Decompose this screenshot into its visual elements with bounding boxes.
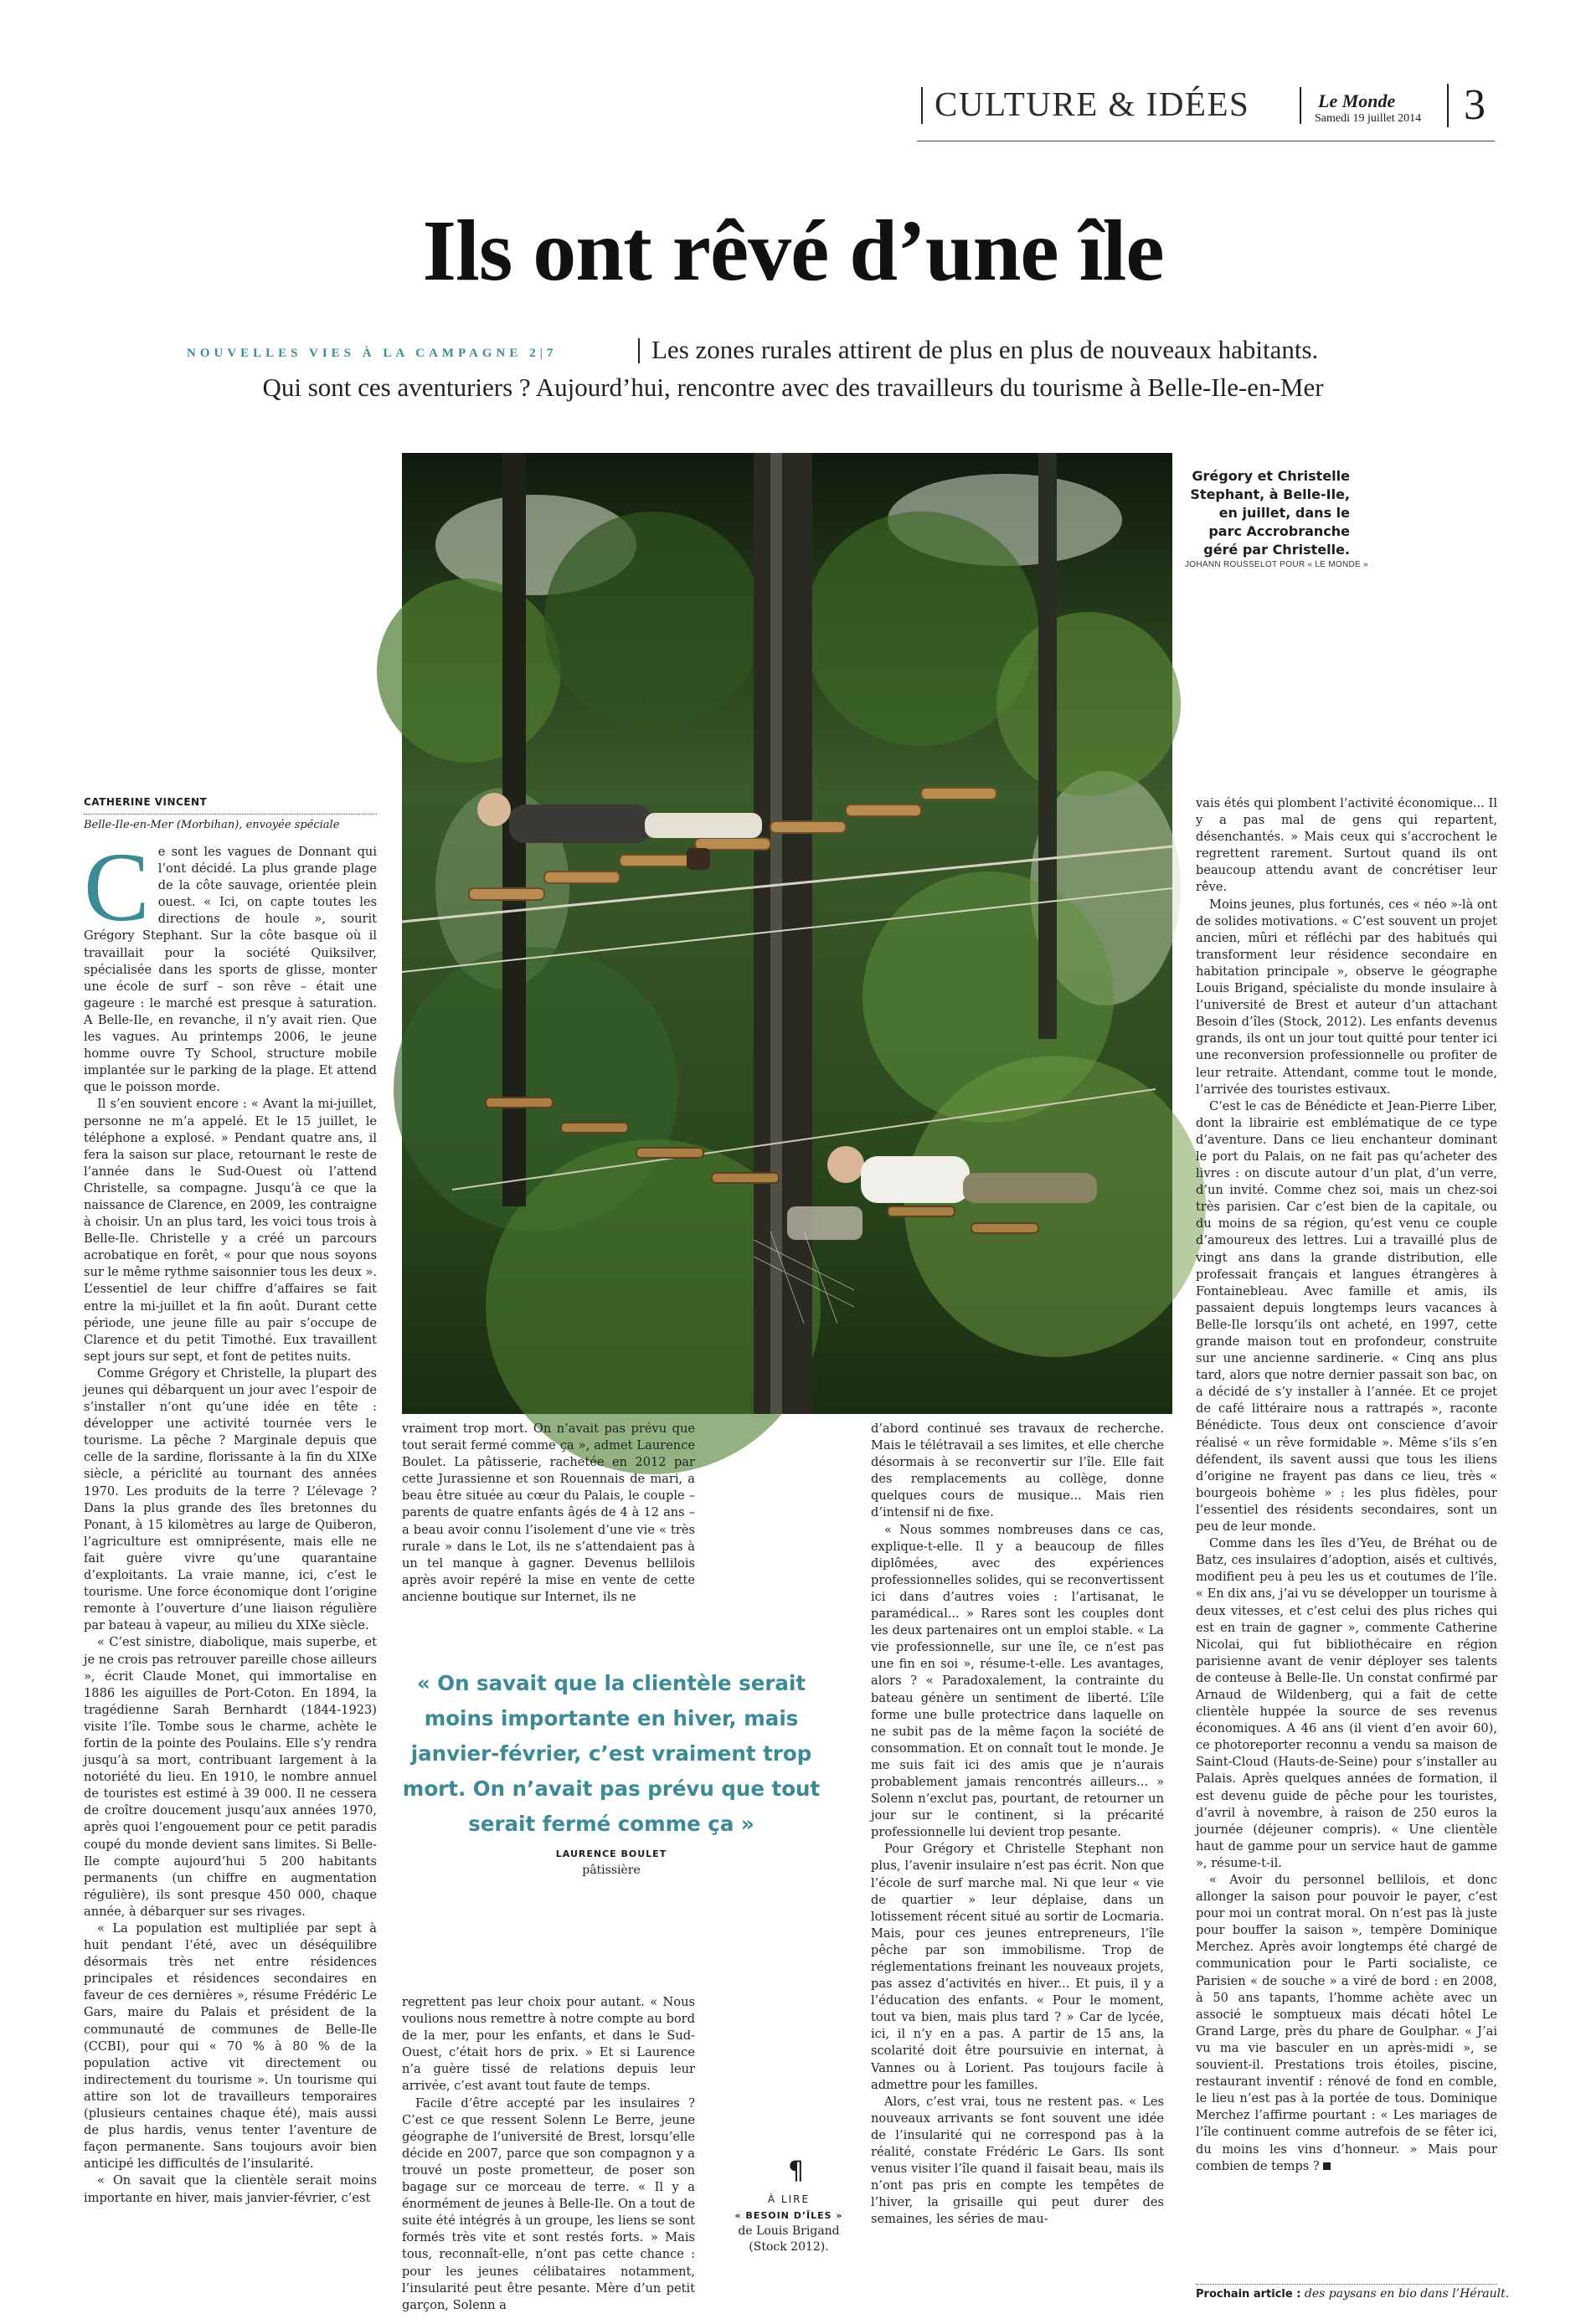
column-4	[1196, 795, 1497, 2284]
newspaper-logo: Le Monde	[1318, 90, 1396, 111]
a-lire-author: de Louis Brigand	[738, 2224, 840, 2238]
paragraph: vraiment trop mort. On n’avait pas prévu que tout serait fermé comme ça », admet Laurence Boulet. La pâtisserie, rachetée en 2012 par cette Jurassienne et son Rouennais de mari, a beau être située au cœur du Palais, le couple – parents de quatre enfants âgés de 4 à 12 ans – a beau avoir connu l’isolement d’une vie « très rurale » dans le Lot, ils ne s’attendaient pas à un tel manque à gagner. Devenus bellilois après avoir repéré la mise en vente de cette ancienne boutique sur Internet, ils ne	[402, 1422, 695, 1604]
next-article	[1196, 2287, 1509, 2301]
a-lire-label: À LIRE	[767, 2193, 811, 2205]
pull-quote-author: LAURENCE BOULET	[555, 1848, 667, 1859]
paragraph: Facile d’être accepté par les insulaires ? C’est ce que ressent Solenn Le Berre, jeune géographe de l’université de Brest, lorsqu’elle décide en 2007, parce que son compagnon y a trouvé un poste prometteur, de poser son bagage sur ce morceau de terre. « Il y a énormément de jeunes à Belle-Ile. On a tout de suite été intégrés à un groupe, les liens se sont formés très vite et sont restés forts. » Mais tous, reconnaît-elle, n’ont pas cette chance : pour les jeunes célibataires notamment, l’insularité peut être pesante. Mère d’un petit garçon, Solenn a	[402, 2095, 695, 2312]
forest-photo-illustration	[402, 453, 1172, 1414]
byline-rule	[84, 814, 377, 815]
end-mark-icon	[1323, 2162, 1331, 2170]
pull-quote: « On savait que la clientèle serait moins importante en hiver, mais janvier-février, c’est vraiment trop mort. On n’avait pas prévu que tout serait fermé comme ça »	[402, 1671, 821, 1836]
paragraph: « La population est multipliée par sept à huit pendant l’été, avec un déséquilibre désormais très net entre résidences principales et résidences secondaires en faveur de ces dernières », résume Frédéric Le Gars, maire du Palais et président de la communauté de communes de Belle-Ile (CCBI), pour qui « 70 % à 80 % de la population active vit directement ou indirectement du tourisme ». Un tourisme qui attire son lot de travailleurs temporaires (plusieurs centaines chaque été), mais aussi de plus hardis, venus tenter l’aventure de façon permanente. Sans toujours avoir bien anticipé les difficultés de l’insularité.	[84, 1921, 377, 2172]
paragraph: C’est le cas de Bénédicte et Jean-Pierre Liber, dont la librairie est emblématique de ce type d’aventure. Dans ce lieu enchanteur dominant le port du Palais, on ne fait pas qu’acheter des livres : on discute autour d’un plat, d’un verre, d’un invité. Comme chez soi, mais un chez-soi très parisien. Car c’est bien de la capitale, ou du moins de sa région, qu’est venu ce couple d’amoureux des lettres. Lui a travaillé plus de vingt ans dans la grande distribution, elle professait français et langues étrangères à Fontainebleau. Avec famille et amis, ils passaient depuis longtemps leurs vacances à Belle-Ile lorsqu’ils ont acheté, en 1997, cette grande maison tout en profondeur, construite sur une ancienne sardinerie. « Cinq ans plus tard, alors que notre dernier passait son bac, on a décidé de s’y installer à l’année. Et ce projet de café littéraire nous a rattrapés », raconte Bénédicte. Tous deux ont conscience d’avoir réalisé « un rêve formidable ». Même s’ils s’en défendent, ils savent aussi que tous les iliens d’origine ne frayent pas dans ce lieu, très « bourgeois bohème » : les plus fidèles, pour l’essentiel des résidents secondaires, sont un peu de leur monde.	[1196, 1098, 1497, 1535]
paragraph: vais étés qui plombent l’activité économique... Il y a pas mal de gens qui repartent, désenchantés. » Mais ceux qui s’accrochent le regrettent rarement. Surtout quand ils ont beaucoup attendu avant de concrétiser leur rêve.	[1196, 796, 1497, 895]
byline: CATHERINE VINCENT	[84, 796, 208, 808]
column-3	[871, 1421, 1164, 2283]
pull-quote-role: pâtissière	[582, 1864, 641, 1877]
column-2-bottom	[402, 1994, 695, 2312]
issue-date: Samedi 19 juillet 2014	[1315, 112, 1422, 125]
next-article-rule	[1196, 2284, 1497, 2285]
header-bar-right	[1447, 84, 1449, 127]
paragraph	[1196, 1872, 1497, 2175]
paragraph	[84, 832, 377, 1096]
paragraph: d’abord continué ses travaux de recherche. Mais le télétravail a ses limites, et elle cherche désormais à se reconvertir sur l’île. Elle fait des remplacements au collège, donne quelques cours de musique... Mais rien d’intensif ni de fixe.	[871, 1422, 1164, 1520]
section-title: CULTURE & IDÉES	[935, 85, 1250, 123]
paragraph: Comme dans les îles d’Yeu, de Bréhat ou de Batz, ces insulaires d’adoption, aisés et cultivés, modifient peu à peu les us et coutumes de l’île. « En dix ans, j’ai vu se développer un tourisme à deux vitesses, et c’est celui des plus riches qui est en train de gagner », commente Catherine Nicolai, qui fut bibliothécaire en région parisienne avant de venir déployer ses talents de conteuse à Belle-Ile. Un constat confirmé par Arnaud de Wildenberg, qui a fait de cette clientèle huppée la source de ses revenus économiques. A 46 ans (il vient d’en avoir 60), ce photoreporter reconnu a vendu sa maison de Saint-Cloud (Hauts-de-Seine) pour s’installer au Palais. Après quelques années de formation, il est devenu guide de pêche pour les touristes, d’avril à novembre, à raison de 250 euros la journée (déjeuner compris). « Une clientèle haut de gamme pour un service haut de gamme », résume-t-il.	[1196, 1536, 1497, 1870]
next-article-text: des paysans en bio dans l’Hérault.	[1304, 2287, 1510, 2301]
column-2-top	[402, 1421, 695, 1643]
paragraph: Comme Grégory et Christelle, la plupart des jeunes qui débarquent un jour avec l’espoir de s’installer n’ont qu’une idée en tête : développer une activité tournée vers le tourisme. La pêche ? Marginale depuis que celle de la sardine, florissante à la fin du XIXe siècle, a périclité au tournant des années 1970. Les produits de la terre ? L’élevage ? Dans la plus grande des îles bretonnes du Ponant, à 15 kilomètres au large de Quiberon, l’agriculture est omniprésente, mais elle ne fait guère vivre qu’une quarantaine d’exploitants. La vraie manne, ici, c’est le tourisme. Une force économique dont l’origine remonte à l’ouverture d’une liaison régulière par bateau à vapeur, au milieu du XIXe siècle.	[84, 1365, 377, 1633]
a-lire-publisher: (Stock 2012).	[749, 2240, 829, 2254]
paragraph-text: e sont les vagues de Donnant qui l’ont décidé. La plus grande plage de la côte sauvage, orientée plein ouest. « Ici, on capte toutes les directions de houle », sourit Grégory Stephant. Sur la côte basque où il travaillait pour la société Quiksilver, spécialisée dans les sports de glisse, monter une école de surf – son rêve – était une gageure : le marché est presque à saturation. A Belle-Ile, en revanche, il n’y avait rien. Que les vagues. Au printemps 2006, le jeune homme ouvre Ty School, structure mobile implantée sur le parking de la plage. Et attend que le poisson morde.	[84, 845, 377, 1095]
a-lire-title: « BESOIN D’ÎLES »	[734, 2210, 843, 2221]
kicker-divider	[638, 338, 640, 363]
header-bar-mid	[1300, 87, 1301, 124]
header-bar-left	[921, 87, 923, 124]
paragraph: Alors, c’est vrai, tous ne restent pas. « Les nouveaux arrivants se font souvent une idée de l’insularité qui ne correspond pas à la réalité, constate Frédéric Le Gars. Ils sont venus visiter l’île quand il faisait beau, mais ils n’ont pas pris en compte les tempêtes de l’hiver, la grisaille qui peut durer des semaines, les séries de mau-	[871, 2094, 1164, 2227]
subhead-line-1: Les zones rurales attirent de plus en plus de nouveaux habitants.	[651, 335, 1319, 364]
dateline: Belle-Ile-en-Mer (Morbihan), envoyée spéciale	[84, 819, 340, 831]
paragraph-text: « Avoir du personnel bellilois, et donc allonger la saison pour pouvoir le payer, c’est pour moi un contrat moral. On n’est pas là juste pour bouffer la saison », tempère Dominique Merchez. Après avoir longtemps été chargé de communication pour le Parti socialiste, ce Parisien « de souche » a viré de bord : en 2008, à 50 ans tapants, l’homme achète avec un associé le somptueux mais décati hôtel Le Grand Large, près du phare de Goulphar. « J’ai vu ma vie basculer en un après-midi », se souvient-il. Prestations trois étoiles, piscine, restaurant inventif : rénové de fond en comble, le lieu n’est pas à la portée de tous. Dominique Merchez l’affirme pourtant : « Les mariages de l’île continuent comme autrefois de se fêter ici, du moins les vins d’honneur. » Mais pour combien de temps ?	[1196, 1873, 1497, 2173]
pilcrow-icon: ¶	[788, 2157, 805, 2186]
photo-credit: JOHANN ROUSSELOT POUR « LE MONDE »	[1185, 560, 1368, 569]
paragraph: Pour Grégory et Christelle Stephant non plus, l’avenir insulaire n’est pas écrit. Non que l’école de surf marche mal. Ni que leur « vie de quartier » leur déplaise, dans un lotissement récent situé au sortir de Locmaria. Mais, pour ces jeunes entrepreneurs, l’île pêche par son immobilisme. Trop de réglementations freinant les nouveaux projets, pas assez d’activités en hiver... Et puis, il y a l’éducation des enfants. « Pour le moment, tout va bien, mais plus tard ? » Car de lycée, ici, il n’y en a pas. A partir de 15 ans, la scolarité doit être poursuivie en internat, à Vannes ou à Lorient. Pas toujours facile à admettre pour les familles.	[871, 1842, 1164, 2092]
next-article-label: Prochain article :	[1196, 2288, 1301, 2301]
paragraph: Il s’en souvient encore : « Avant la mi-juillet, personne ne m’a appelé. Et le 15 juillet, le téléphone a explosé. » Pendant quatre ans, il fera la saison sur place, retournant le reste de l’année dans le Sud-Ouest où l’attend Christelle, sa compagne. Jusqu’à ce que la naissance de Clarence, en 2009, les contraigne à choisir. Un an plus tard, les voici tous trois à Belle-Ile. Christelle y a créé un parcours acrobatique en forêt, « pour que nous soyons sur le même rythme saisonnier tous les deux ». L’essentiel de leur chiffre d’affaires se fait entre la mi-juillet et la fin août. Durant cette période, une jeune fille au pair s’occupe de Clarence et du petit Timothé. Eux travaillent sept jours sur sept, et font de petites nuits.	[84, 1097, 378, 1364]
drop-cap: C	[84, 832, 150, 942]
paragraph: « Nous sommes nombreuses dans ce cas, explique-t-elle. Il y a beaucoup de filles diplômées, avec des expériences professionnelles solides, qui se reconvertissent ici dans d’autres voies : l’artisanat, le paramédical... » Rares sont les couples dont les deux partenaires ont un emploi stable. « La vie professionnelle, sur une île, ce n’est pas une fin en soi », résume-t-elle. Les avantages, alors ? « Paradoxalement, la contrainte du bateau génère un sentiment de liberté. L’île forme une bulle protectrice dans laquelle on ne subit pas de la même façon la société de consommation. Et on connaît tout le monde. Je me suis fait ici des amis que je n’aurais probablement jamais rencontrés ailleurs... » Solenn n’exclut pas, pourtant, de retourner un jour sur le continent, si la précarité professionnelle lui devient trop pesante.	[871, 1522, 1164, 1840]
column-1	[84, 832, 378, 2284]
paragraph: « On savait que la clientèle serait moins importante en hiver, mais janvier-février, c’est	[84, 2173, 377, 2205]
headline: Ils ont rêvé d’une île	[422, 203, 1164, 299]
photo-caption: Grégory et Christelle Stephant, à Belle-Ile, en juillet, dans le parc Accrobranche géré par Christelle.	[1190, 468, 1350, 558]
paragraph: regrettent pas leur choix pour autant. « Nous voulions nous remettre à notre compte au bord de la mer, pour les enfants, et dans le Sud-Ouest, c’était hors de prix. » Et si Laurence n’a guère tissé de relations depuis leur arrivée, c’est avant tout faute de temps.	[402, 1995, 695, 2094]
subhead-line-2: Qui sont ces aventuriers ? Aujourd’hui, rencontre avec des travailleurs du tourisme à Belle-Ile-en-Mer	[262, 373, 1324, 402]
series-kicker: NOUVELLES VIES À LA CAMPAGNE 2|7	[187, 347, 558, 360]
paragraph: « C’est sinistre, diabolique, mais superbe, et je ne crois pas retrouver pareille chose ailleurs », écrit Claude Monet, qui immortalise en 1886 les aiguilles de Port-Coton. En 1894, la tragédienne Sarah Bernhardt (1844-1923) visite l’île. Tombe sous le charme, achète le fortin de la pointe des Poulains. Elle s’y rendra jusqu’à sa mort, contribuant largement à la notoriété du lieu. En 1910, le nombre annuel de touristes est estimé à 39 000. Il ne cessera de croître doucement jusqu’aux années 1970, après quoi l’engouement pour ce petit paradis coupé du monde devient sans limites. Si Belle-Ile compte aujourd’hui 5 200 habitants permanents (un chiffre en augmentation régulière), ils sont presque 450 000, chaque année, à débarquer sur ses rivages.	[84, 1635, 377, 1919]
paragraph: Moins jeunes, plus fortunés, ces « néo »-là ont de solides motivations. « C’est souvent un projet ancien, mûri et réfléchi par des habitués qui transforment leur résidence secondaire en habitation principale », observe le géographe Louis Brigand, spécialiste du monde insulaire à l’université de Brest et auteur d’un attachant Besoin d’îles (Stock, 2012). Les enfants devenus grands, ils ont un jour tout quitté pour tenter ici une reconversion professionnelle ou profiter de leur retraite. Attendant, comme tout le monde, l’arrivée des touristes estivaux.	[1196, 897, 1497, 1097]
page-number: 3	[1464, 81, 1486, 129]
article-photo	[402, 453, 1172, 1414]
